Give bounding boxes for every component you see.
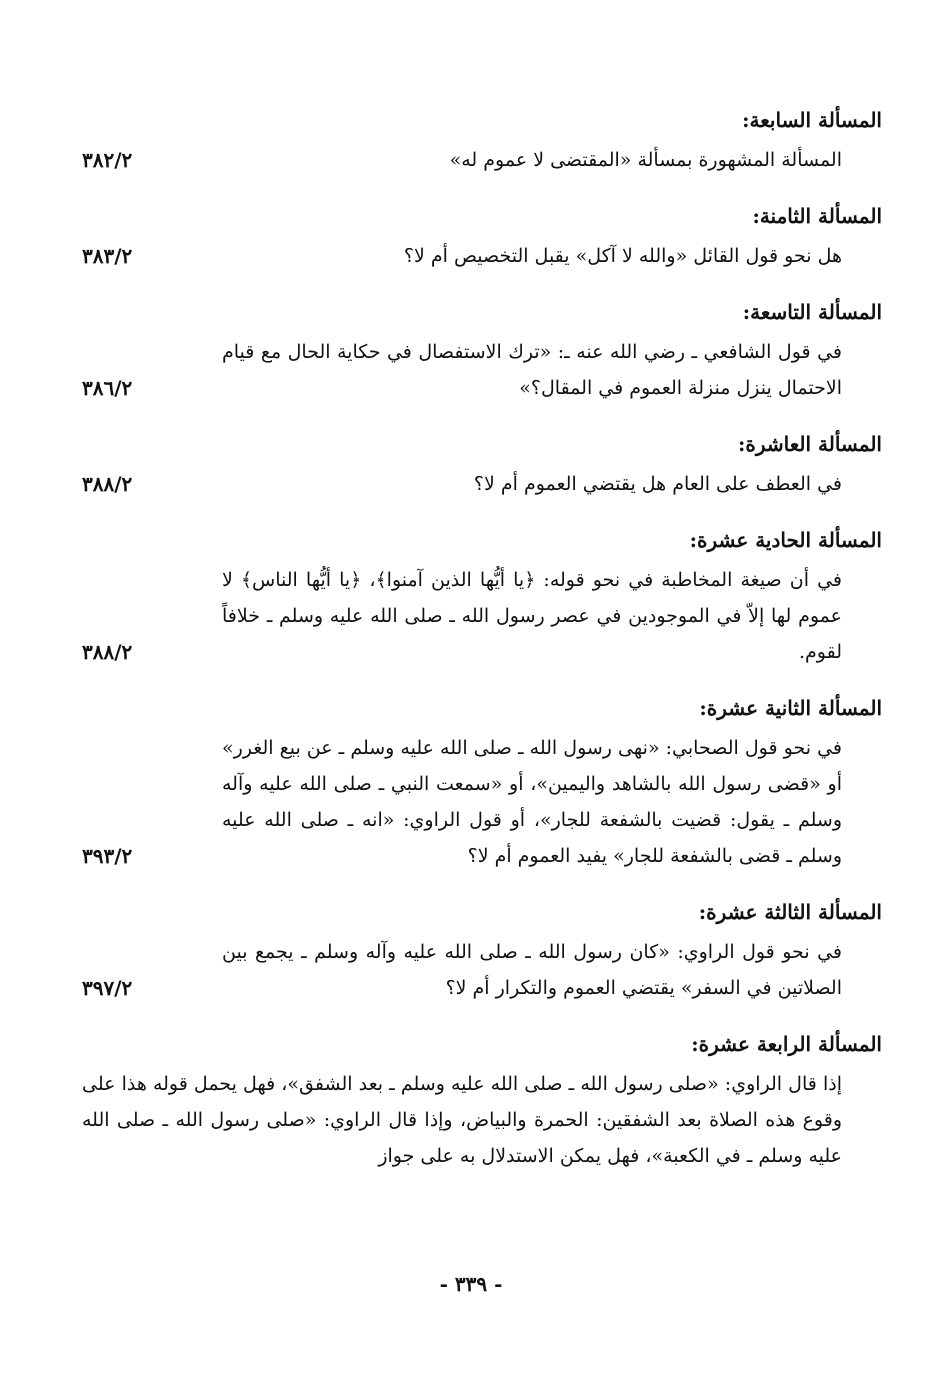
issue-heading: المسألة التاسعة: — [742, 300, 882, 324]
issue-text-body: في نحو قول الصحابي: «نهى رسول الله ـ صلى الله عليه وسلم ـ عن بيع الغرر» أو «قضى رسول الله بالشاهد واليمين»، أو «سمعت النبي ـ صلى الله عليه وآله وسلم ـ يقول: قضيت بالشفعة للجار»، أو قول الراوي: «انه ـ صلى الله عليه وسلم ـ قضى بالشفعة للجار» يفيد العموم أم لا؟ — [222, 737, 842, 867]
volume-page-reference: ٣٨٢/٢ — [82, 148, 133, 172]
issue-section — [82, 896, 882, 1006]
issue-text — [82, 730, 882, 874]
volume-page-reference: ٣٩٧/٢ — [82, 976, 133, 1000]
issue-text — [82, 1066, 882, 1174]
issue-heading: المسألة الثامنة: — [752, 204, 882, 228]
issue-section — [82, 200, 882, 274]
issue-text-body: إذا قال الراوي: «صلى رسول الله ـ صلى الله عليه وسلم ـ بعد الشفق»، فهل يحمل قوله هذا على وقوع هذه الصلاة بعد الشفقين: الحمرة والبياض، وإذا قال الراوي: «صلى رسول الله ـ صلى الله عليه وسلم ـ في الكعبة»، فهل يمكن الاستدلال به على جواز — [82, 1073, 842, 1167]
issue-heading: المسألة الحادية عشرة: — [689, 528, 882, 552]
issue-heading: المسألة الرابعة عشرة: — [691, 1032, 882, 1056]
issue-heading: المسألة الثانية عشرة: — [699, 696, 882, 720]
issue-section — [82, 428, 882, 502]
issue-text-body: في قول الشافعي ـ رضي الله عنه ـ: «ترك الاستفصال في حكاية الحال مع قيام الاحتمال ينزل منزلة العموم في المقال؟» — [222, 341, 842, 399]
volume-page-reference: ٣٨٦/٢ — [82, 376, 133, 400]
issue-text — [82, 142, 882, 178]
issue-heading: المسألة السابعة: — [742, 108, 882, 132]
issue-text — [82, 466, 882, 502]
issue-text — [82, 934, 882, 1006]
issue-text-body: في العطف على العام هل يقتضي العموم أم لا؟ — [473, 473, 842, 495]
page-number: - ٣٣٩ - — [439, 1272, 503, 1296]
issue-text-body: في نحو قول الراوي: «كان رسول الله ـ صلى الله عليه وآله وسلم ـ يجمع بين الصلاتين في السفر» يقتضي العموم والتكرار أم لا؟ — [222, 941, 842, 999]
issue-text-body: في أن صيغة المخاطبة في نحو قوله: ﴿يا أيُّها الذين آمنوا﴾، ﴿يا أيُّها الناس﴾ لا عموم لها إلاّ في الموجودين في عصر رسول الله ـ صلى الله عليه وسلم ـ خلافاً لقوم. — [222, 569, 842, 663]
issue-text — [82, 238, 882, 274]
page-body — [82, 104, 882, 1196]
issue-section — [82, 524, 882, 670]
issue-text — [82, 334, 882, 406]
volume-page-reference: ٣٨٨/٢ — [82, 640, 133, 664]
volume-page-reference: ٣٨٨/٢ — [82, 472, 133, 496]
issue-text-body: المسألة المشهورة بمسألة «المقتضى لا عموم له» — [449, 149, 842, 171]
volume-page-reference: ٣٨٣/٢ — [82, 244, 133, 268]
issue-section — [82, 692, 882, 874]
issue-text-body: هل نحو قول القائل «والله لا آكل» يقبل التخصيص أم لا؟ — [403, 245, 842, 267]
issue-section — [82, 104, 882, 178]
issue-heading: المسألة الثالثة عشرة: — [698, 900, 882, 924]
issue-section — [82, 296, 882, 406]
issue-section — [82, 1028, 882, 1174]
issue-text — [82, 562, 882, 670]
issue-heading: المسألة العاشرة: — [738, 432, 882, 456]
volume-page-reference: ٣٩٣/٢ — [82, 844, 133, 868]
